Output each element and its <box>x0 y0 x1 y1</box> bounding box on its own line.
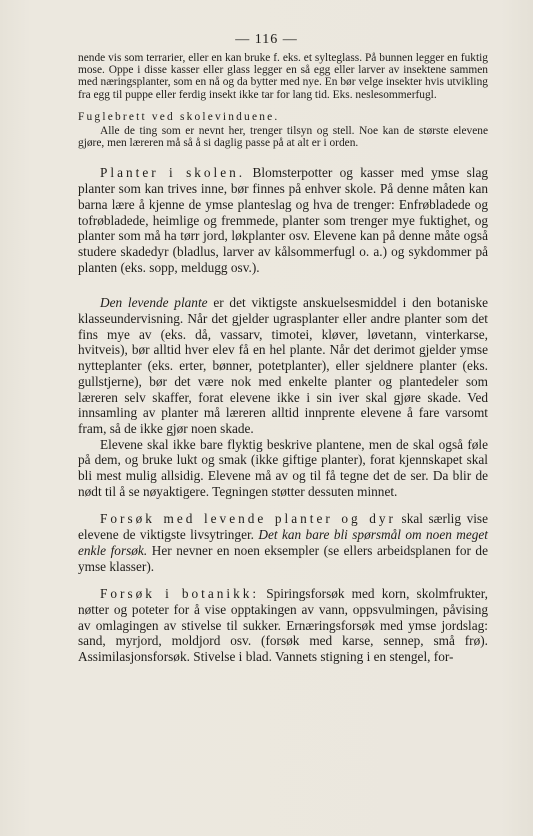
emphasis-living-plant: Den levende plante <box>100 295 208 311</box>
page-number: — 116 — <box>235 32 298 47</box>
page-body <box>78 52 488 665</box>
paragraph-experiments-tail: Her nevner en noen eksempler (se ellers arbeidsplanen for de ymse klasser). <box>78 542 488 574</box>
paragraph-botany-experiments-text: Spiringsforsøk med korn, skolmfrukter, nøtter og poteter for å vise opptakingen av vann, oppsvulmingen, påvising av omlagingen av stivelse til sukker. Ernæringsforsøk med ymse jordslag: sand, myrjord, moldjord osv. (forsøk med karse, sennep, små frø). Assimilasjonsforsøk. Stivelse i blad. Vannets stigning i en stengel, for- <box>78 586 488 665</box>
heading-experiments: Forsøk med levende planter og dyr <box>100 511 396 527</box>
heading-plants-in-school: Planter i skolen. <box>100 165 246 181</box>
heading-botany-experiments: Forsøk i botanikk: <box>100 586 260 602</box>
paragraph-plants-in-school-text: Blomsterpotter og kasser med ymse slag planter som kan trives inne, bør finnes på enhver skole. På denne måten kan barna lære å kjenne de ymse planteslag og hva de trenger: Enfrøbladede og tofrøbladede, heimlige og fremmede, planter som trenger mye fuktighet, og planter som må ha tørr jord, løkplanter osv. Elevene kan på denne måte også studere skadedyr (bladlus, larver av kålsommerfugl o. a.) og sykdommer på planten (eks. sopp, meldugg osv.). <box>78 165 489 275</box>
paragraph-botany-experiments <box>78 586 488 665</box>
paragraph-living-plant-text: er det viktigste anskuelsesmiddel i den botaniske klasseundervisning. Når det gjelder ugrasplanter eller andre planter som det fins mye av (eks. då, vassarv, timotei, kløver, løvetann, vinterkarse, hvitveis), bør alltid hver elev få en hel plante. Når det derimot gjelder ymse nytteplanter (eks. erter, bønner, potetplanter), eller sjeldnere planter (eks. gullstjerne), bør det være nok med enkelte planter og plantedeler som læreren selv skaffer, forat elevene ikke i sin iver skal gjøre skade. Ved innsamling av planter må læreren alltid innprente elevene å fare varsomt fram, så de ikke gjør noen skade. <box>78 295 489 436</box>
heading-bird-feeders: Fuglebrett ved skolevinduene. <box>78 110 280 123</box>
paragraph-living-plant <box>78 295 488 436</box>
paragraph-describe-plants: Elevene skal ikke bare flyktig beskrive plantene, men de skal også føle på dem, og bruke lukt og smak (ikke giftige planter), forat kjennskapet skal bli mest mulig allsidig. Elevene må av og til få tegne det de ser. Da blir de nødt til å se nøyaktigere. Tegningen støtter dessuten minnet. <box>78 436 488 499</box>
paragraph-experiments-text: skal særlig vise elevene de viktigste livsytringer. <box>78 511 488 543</box>
paragraph-experiments <box>78 511 488 574</box>
paragraph-plants-in-school <box>78 165 488 275</box>
paragraph-terrarium: nende vis som terrarier, eller en kan bruke f. eks. et sylteglass. På bunnen legger en fuktig mose. Oppe i disse kasser eller glass legger en så egg eller larver av insektene sammen med næringsplanter, som en nå og da bytter med nye. En bør velge insekter hvis utvikling fra egg til puppe eller ferdig insekt ikke tar for lang tid. Eks. neslesommerfugl. <box>78 52 488 101</box>
emphasis-simple-experiments: Det kan bare bli spørsmål om noen meget enkle forsøk. <box>78 527 489 558</box>
paragraph-care: Alle de ting som er nevnt her, trenger tilsyn og stell. Noe kan de største elevene gjøre, men læreren må så å si daglig passe på at alt er i orden. <box>78 125 488 150</box>
